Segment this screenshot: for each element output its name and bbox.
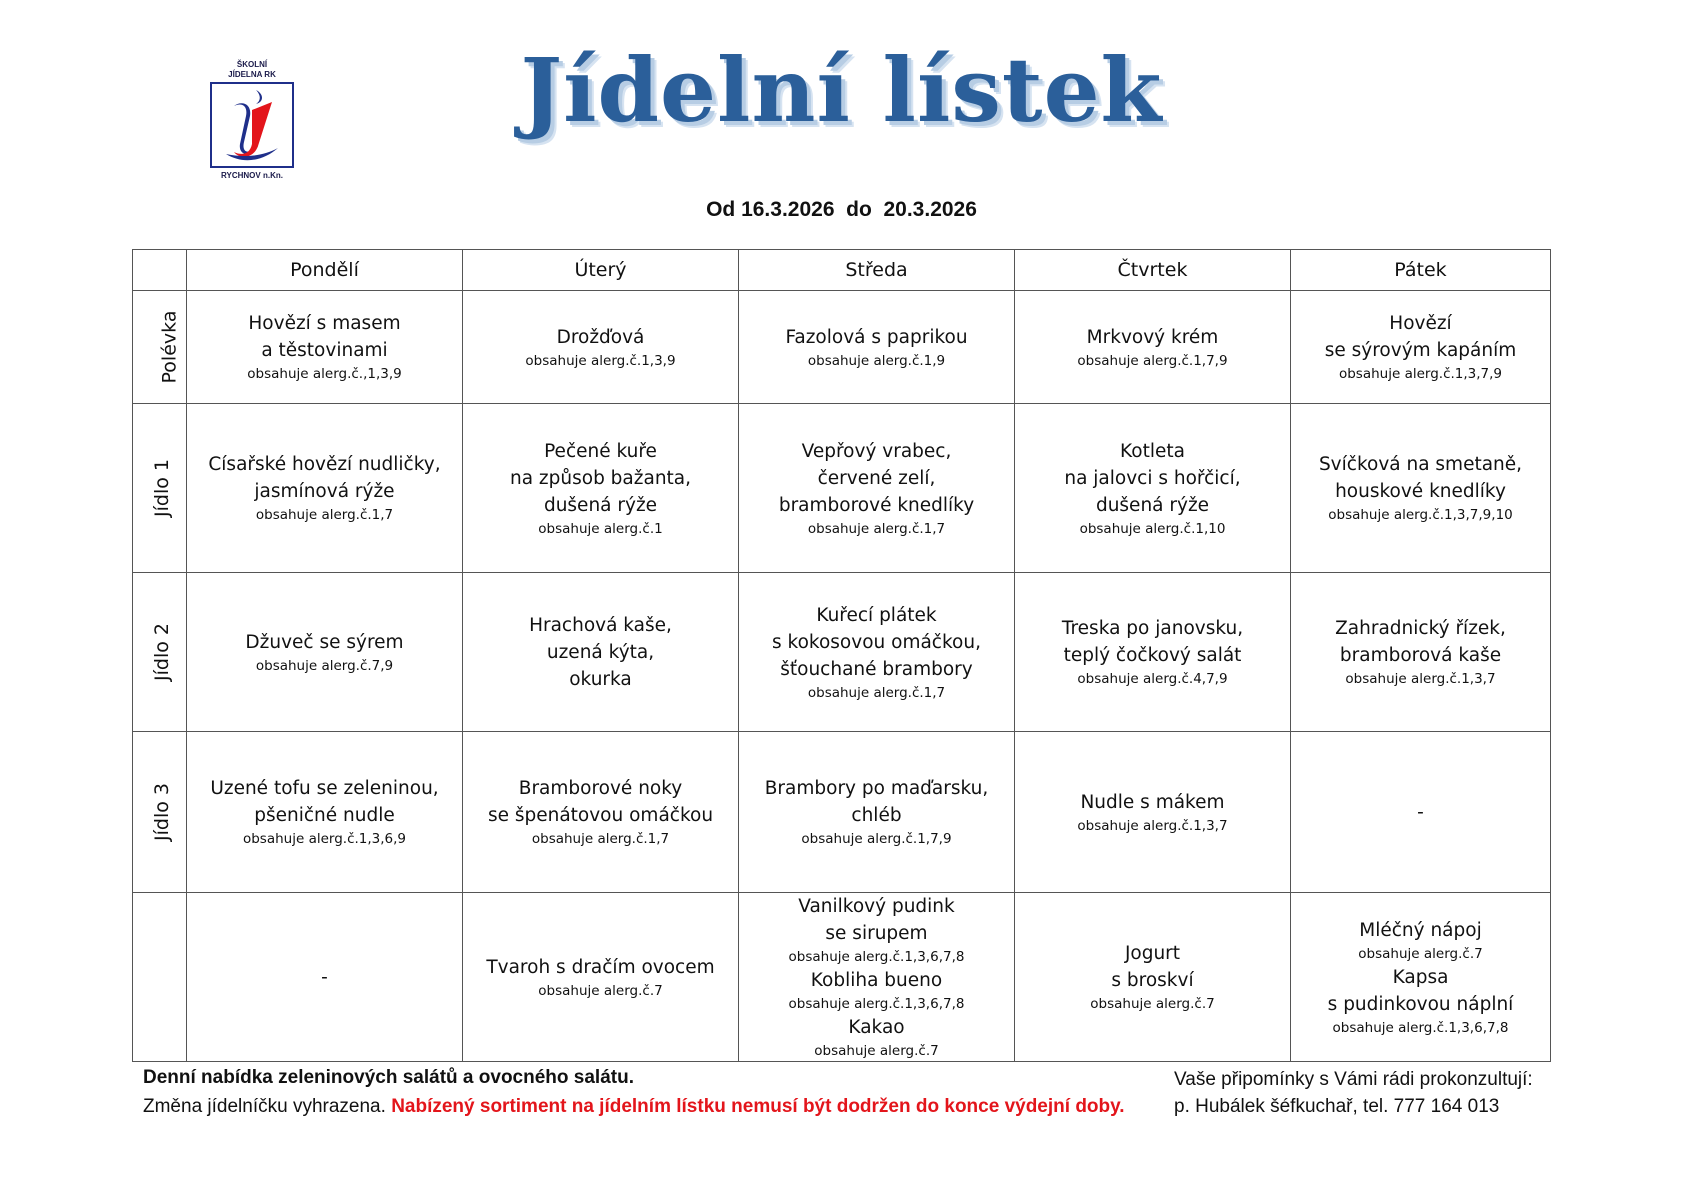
dish-name-line: Zahradnický řízek, [1335,618,1506,639]
dish-name-line: Mléčný nápoj [1359,919,1482,941]
corner-cell [133,250,187,291]
allergen-info: obsahuje alerg.č.1,3,7 [1077,817,1228,834]
dish-name-line: Nudle s mákem [1080,791,1225,813]
menu-cell-friday [1291,732,1551,893]
allergen-info: obsahuje alerg.č.1,7 [531,831,670,847]
menu-cell-thursday [1015,732,1291,893]
day-header-monday: Pondělí [187,250,463,291]
menu-cell-thursday [1015,893,1291,1062]
dish-name-line: na jalovci s hořčicí, [1064,467,1241,489]
dish-name-line: uzená kýta, [546,641,655,663]
allergen-info: obsahuje alerg.č.1,7,9 [1077,352,1228,369]
allergen-info: obsahuje alerg.č.1,7 [807,684,946,701]
allergen-info: obsahuje alerg.č.1,9 [807,352,946,369]
day-header-friday: Pátek [1291,250,1551,291]
allergen-info: obsahuje alerg.č.1,3,9 [525,352,676,369]
menu-cell-monday [187,573,463,732]
menu-cell-tuesday [463,404,739,573]
dish-name-line: Džuveč se sýrem [245,631,404,653]
row-label: Jídlo 3 [150,783,173,841]
dish-name-line: Kobliha bueno [810,970,943,991]
allergen-info: obsahuje alerg.č.1,3,6,7,8 [788,949,965,965]
dish-name-line: červené zelí, [817,467,936,489]
allergen-info: obsahuje alerg.č.1 [538,520,663,537]
dish-name-line: Císařské hovězí nudličky, [208,454,441,475]
dish-name-line: Uzené tofu se zeleninou, [210,778,439,799]
dish-name-line: Pečené kuře [544,440,657,462]
logo-line-2: JÍDELNA RK [228,70,276,79]
allergen-info: obsahuje alerg.č.1,7 [807,520,946,537]
row-label-cell [133,732,187,893]
allergen-info: obsahuje alerg.č.7 [538,982,663,999]
day-header-tuesday: Úterý [463,250,739,291]
dish-name-line: s broskví [1111,970,1194,991]
dish-name-line: na způsob bažanta, [509,467,692,489]
menu-row-soup [133,291,1551,404]
allergen-info: obsahuje alerg.č.7 [1358,945,1483,962]
footer-notice-line [143,1096,1125,1118]
allergen-info: obsahuje alerg.č.7 [1090,996,1215,1012]
logo-bottom-text: RYCHNOV n.Kn. [221,171,283,180]
menu-row-extra [133,893,1551,1062]
menu-cell-wednesday [739,404,1015,573]
dish-name-line: Drožďová [556,326,645,348]
row-label-cell [133,404,187,573]
allergen-info: obsahuje alerg.č.4,7,9 [1077,671,1228,687]
dish-name-line: Hovězí [1389,313,1452,334]
allergen-info: obsahuje alerg.č.1,7 [255,507,394,523]
dish-name-line: - [1417,801,1424,823]
dish-name-line: okurka [569,668,632,690]
dish-name-line: dušená rýže [543,494,658,516]
dish-name-line: se sýrovým kapáním [1324,340,1517,361]
dish-name-line: Vanilkový pudink [798,896,955,917]
menu-cell-friday [1291,291,1551,404]
menu-cell-friday [1291,893,1551,1062]
row-label-cell [133,291,187,404]
menu-change-note: Změna jídelníčku vyhrazena. [143,1096,386,1117]
date-range: Od 16.3.2026 do 20.3.2026 [706,198,977,221]
dish-name-line: Jogurt [1124,943,1181,964]
dish-name-line: se sirupem [825,923,928,944]
menu-cell-monday [187,404,463,573]
menu-cell-wednesday [739,893,1015,1062]
allergen-info: obsahuje alerg.č.1,3,6,7,8 [1332,1019,1509,1036]
menu-cell-monday [187,732,463,893]
menu-cell-friday [1291,573,1551,732]
dish-name-line: dušená rýže [1095,494,1210,516]
dish-name-line: bramborová kaše [1339,645,1502,666]
dish-name-line: Kotleta [1120,440,1185,462]
menu-cell-tuesday [463,291,739,404]
dish-name-line: pšeničné nudle [254,805,395,826]
allergen-info: obsahuje alerg.č.1,10 [1079,520,1226,537]
allergen-info: obsahuje alerg.č.1,3,6,9 [242,831,407,847]
dish-name-line: Kakao [848,1017,905,1038]
menu-cell-tuesday [463,893,739,1062]
header-row [133,250,1551,291]
dish-name-line: teplý čočkový salát [1063,645,1242,666]
menu-row-meal-1 [133,404,1551,573]
dish-name-line: Kuřecí plátek [816,604,937,626]
menu-cell-friday [1291,404,1551,573]
menu-cell-wednesday [739,291,1015,404]
dish-name-line: Hrachová kaše, [529,614,672,636]
allergen-info: obsahuje alerg.č.1,3,6,7,8 [788,996,965,1012]
dish-name-line: chléb [851,805,902,826]
allergen-info: obsahuje alerg.č.1,3,7 [1345,671,1496,687]
day-header-thursday: Čtvrtek [1015,250,1291,291]
row-label-cell [133,573,187,732]
row-label: Polévka [158,310,181,384]
menu-table [132,249,1551,1062]
menu-cell-thursday [1015,573,1291,732]
dish-name-line: Treska po janovsku, [1061,618,1244,639]
day-header-wednesday: Středa [739,250,1015,291]
dish-name-line: s pudinkovou náplní [1327,993,1514,1015]
allergen-info: obsahuje alerg.č.7 [814,1043,939,1059]
page-title: Jídelní lístek [520,38,1163,142]
availability-warning: Nabízený sortiment na jídelním lístku nemusí být dodržen do konce výdejní doby. [391,1096,1125,1117]
dish-name-line: Hovězí s masem [248,313,401,334]
dish-name-line: Fazolová s paprikou [785,326,968,348]
dish-name-line: šťouchané brambory [780,658,973,680]
menu-row-meal-2 [133,573,1551,732]
allergen-info: obsahuje alerg.č.1,3,7,9,10 [1328,507,1513,523]
allergen-info: obsahuje alerg.č.1,3,7,9 [1338,366,1503,382]
menu-row-meal-3 [133,732,1551,893]
menu-cell-monday [187,291,463,404]
row-label: Jídlo 2 [150,623,173,681]
menu-cell-thursday [1015,291,1291,404]
dish-name-line: Tvaroh s dračím ovocem [486,956,715,978]
row-label-cell [133,893,187,1062]
dish-name-line: Svíčková na smetaně, [1318,454,1523,475]
dish-name-line: bramborové knedlíky [778,494,975,516]
dish-name-line: se špenátovou omáčkou [487,805,714,826]
dish-name-line: - [321,966,328,988]
menu-cell-tuesday [463,573,739,732]
allergen-info: obsahuje alerg.č.7,9 [255,657,394,674]
dish-name-line: jasmínová rýže [254,481,395,502]
dish-name-line: Vepřový vrabec, [801,440,952,462]
salad-offer-note: Denní nabídka zeleninových salátů a ovocného salátu. [143,1067,634,1088]
menu-cell-wednesday [739,573,1015,732]
dish-name-line: Mrkvový krém [1086,326,1219,348]
dish-name-line: s kokosovou omáčkou, [772,631,981,653]
dish-name-line: Kapsa [1392,966,1449,988]
allergen-info: obsahuje alerg.č.1,7,9 [801,831,952,847]
dish-name-line: Brambory po maďarsku, [764,778,989,799]
menu-cell-monday [187,893,463,1062]
chef-contact: p. Hubálek šéfkuchař, tel. 777 164 013 [1174,1096,1500,1117]
dish-name-line: Bramborové noky [518,778,683,799]
contact-intro: Vaše připomínky s Vámi rádi prokonzultují: [1174,1069,1533,1090]
allergen-info: obsahuje alerg.č.,1,3,9 [247,366,402,382]
dish-name-line: houskové knedlíky [1335,481,1506,502]
menu-cell-wednesday [739,732,1015,893]
menu-cell-tuesday [463,732,739,893]
menu-cell-thursday [1015,404,1291,573]
row-label: Jídlo 1 [150,459,173,517]
dish-name-line: a těstovinami [261,340,388,361]
logo-line-1: ŠKOLNÍ [236,60,268,69]
